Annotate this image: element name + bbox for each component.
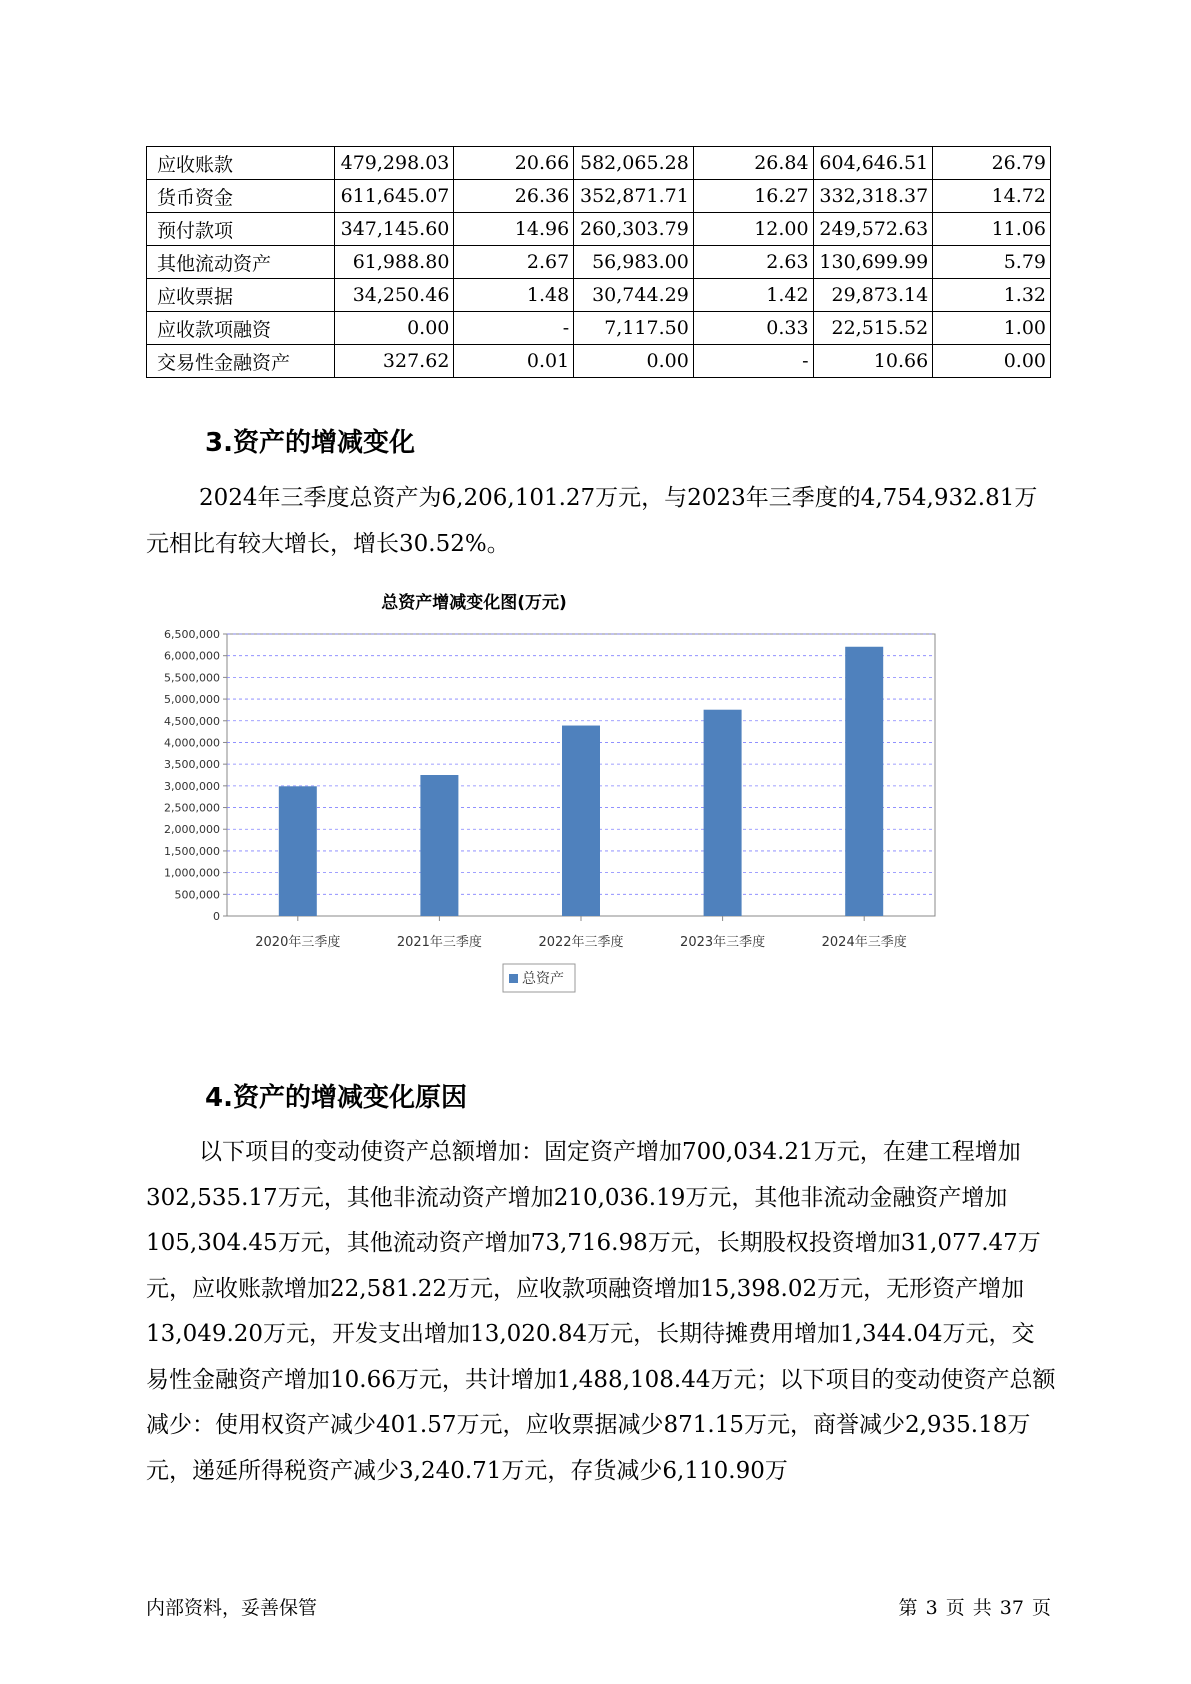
x-tick-label: 2021年三季度	[396, 935, 482, 950]
y-tick-label: 2,000,000	[164, 823, 220, 837]
total-assets-chart	[164, 590, 1030, 1050]
y-tick-label: 4,500,000	[164, 714, 220, 728]
asset-structure-table	[146, 146, 1051, 378]
y-tick-label: 3,500,000	[164, 758, 220, 772]
cell-value: 14.96	[454, 213, 574, 246]
y-tick-label: 5,500,000	[164, 671, 220, 685]
cell-value: 1.00	[933, 312, 1051, 345]
table-row	[147, 312, 1051, 345]
y-tick-label: 2,500,000	[164, 801, 220, 815]
row-label: 预付款项	[147, 213, 335, 246]
cell-value: 22,515.52	[813, 312, 933, 345]
row-label: 应收票据	[147, 279, 335, 312]
cell-value: 347,145.60	[334, 213, 454, 246]
cell-value: 26.84	[693, 147, 813, 180]
cell-value: -	[454, 312, 574, 345]
cell-value: 56,983.00	[574, 246, 694, 279]
table-row	[147, 147, 1051, 180]
y-tick-label: 1,500,000	[164, 844, 220, 858]
footer-confidential: 内部资料，妥善保管	[146, 1597, 318, 1619]
section-4-heading: 4.资产的增减变化原因	[205, 1083, 467, 1113]
x-tick-label: 2024年三季度	[821, 935, 907, 950]
cell-value: 0.33	[693, 312, 813, 345]
table-row	[147, 180, 1051, 213]
x-tick-label: 2020年三季度	[255, 935, 341, 950]
cell-value: 582,065.28	[574, 147, 694, 180]
bar	[562, 726, 600, 916]
cell-value: 16.27	[693, 180, 813, 213]
cell-value: 29,873.14	[813, 279, 933, 312]
cell-value: 0.00	[933, 345, 1051, 378]
section-3-heading: 3.资产的增减变化	[205, 428, 415, 458]
cell-value: 1.42	[693, 279, 813, 312]
cell-value: 2.67	[454, 246, 574, 279]
cell-value: 30,744.29	[574, 279, 694, 312]
x-tick-label: 2023年三季度	[680, 935, 766, 950]
y-tick-label: 0	[213, 910, 220, 923]
table-row	[147, 213, 1051, 246]
row-label: 应收款项融资	[147, 312, 335, 345]
cell-value: 0.01	[454, 345, 574, 378]
y-tick-label: 6,500,000	[164, 628, 220, 641]
x-tick-label: 2022年三季度	[538, 935, 624, 950]
cell-value: 332,318.37	[813, 180, 933, 213]
table-row	[147, 345, 1051, 378]
y-tick-label: 4,000,000	[164, 736, 220, 750]
table-row	[147, 246, 1051, 279]
cell-value: 14.72	[933, 180, 1051, 213]
y-tick-label: 6,000,000	[164, 649, 220, 663]
bar	[420, 775, 458, 916]
cell-value: 249,572.63	[813, 213, 933, 246]
bar	[279, 786, 317, 916]
cell-value: 611,645.07	[334, 180, 454, 213]
cell-value: 11.06	[933, 213, 1051, 246]
table-row	[147, 279, 1051, 312]
section-4-paragraph: 以下项目的变动使资产总额增加：固定资产增加700,034.21万元，在建工程增加302,535.17万元，其他非流动资产增加210,036.19万元，其他非流动金融资产增加105,304.45万元，其他流动资产增加73,716.98万元，长期股权投资增加31,077.47万元，应收账款增加22,581.22万元，应收款项融资增加15,398.02万元，无形资产增加13,049.20万元，开发支出增加13,020.84万元，长期待摊费用增加1,344.04万元，交易性金融资产增加10.66万元，共计增加1,488,108.44万元；以下项目的变动使资产总额减少：使用权资产减少401.57万元，应收票据减少871.15万元，商誉减少2,935.18万元，递延所得税资产减少3,240.71万元，存货减少6,110.90万	[146, 1139, 1056, 1484]
y-tick-label: 3,000,000	[164, 779, 220, 793]
cell-value: 327.62	[334, 345, 454, 378]
cell-value: 7,117.50	[574, 312, 694, 345]
y-tick-label: 1,000,000	[164, 866, 220, 880]
cell-value: 34,250.46	[334, 279, 454, 312]
y-tick-label: 500,000	[174, 888, 220, 902]
cell-value: 0.00	[334, 312, 454, 345]
cell-value: 1.32	[933, 279, 1051, 312]
cell-value: 0.00	[574, 345, 694, 378]
cell-value: 2.63	[693, 246, 813, 279]
row-label: 货币资金	[147, 180, 335, 213]
cell-value: 61,988.80	[334, 246, 454, 279]
cell-value: 260,303.79	[574, 213, 694, 246]
footer-page-number: 第 3 页 共 37 页	[898, 1597, 1051, 1619]
cell-value: 604,646.51	[813, 147, 933, 180]
chart-title: 总资产增减变化图(万元)	[381, 593, 567, 613]
cell-value: -	[693, 345, 813, 378]
cell-value: 352,871.71	[574, 180, 694, 213]
section-3-paragraph: 2024年三季度总资产为6,206,101.27万元，与2023年三季度的4,754,932.81万元相比有较大增长，增长30.52%。	[146, 485, 1038, 557]
legend-label: 总资产	[522, 971, 564, 987]
cell-value: 26.79	[933, 147, 1051, 180]
row-label: 交易性金融资产	[147, 345, 335, 378]
legend-swatch	[509, 974, 518, 983]
row-label: 其他流动资产	[147, 246, 335, 279]
cell-value: 10.66	[813, 345, 933, 378]
cell-value: 12.00	[693, 213, 813, 246]
cell-value: 130,699.99	[813, 246, 933, 279]
bar	[845, 647, 883, 916]
cell-value: 26.36	[454, 180, 574, 213]
cell-value: 479,298.03	[334, 147, 454, 180]
row-label: 应收账款	[147, 147, 335, 180]
y-tick-label: 5,000,000	[164, 693, 220, 707]
bar	[704, 710, 742, 916]
cell-value: 5.79	[933, 246, 1051, 279]
cell-value: 20.66	[454, 147, 574, 180]
cell-value: 1.48	[454, 279, 574, 312]
